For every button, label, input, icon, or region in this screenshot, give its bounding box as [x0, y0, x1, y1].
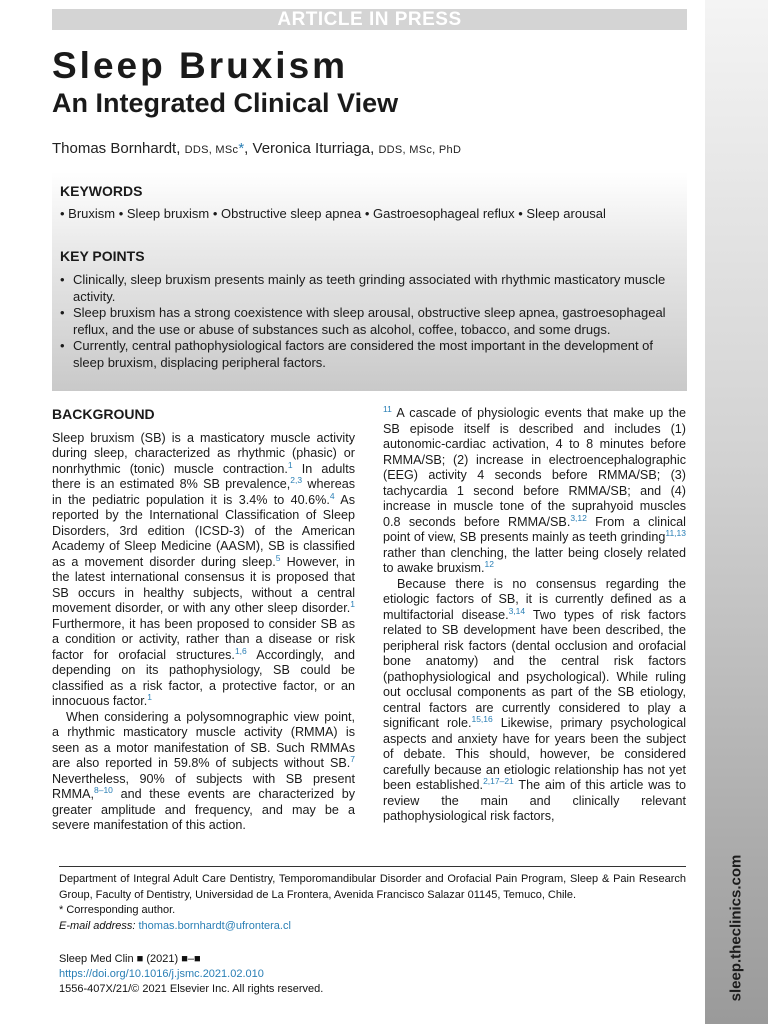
key-point-item: • Currently, central pathophysiological factors are considered the most important in the development of sleep bruxism, displacing peripheral factors. [60, 338, 672, 371]
body-paragraph: Because there is no consensus regarding the etiologic factors of SB, it is currently defined as a multifactorial disease.$^{3,14}$ Two types of risk factors related to SB development have been described, the peripheral risk factors (dental occlusion and orofacial bone anatomy) and the central risk factors (pathophysiological and psychological). While ruling out occlusal components as part of the SB etiology, central factors are currently considered to play a significant role.$^{15,16}$ Likewise, primary psychological aspects and anxiety have for years been the subject of debate. This should, however, be considered carefully because an etiologic relationship has not yet been established.$^{2,17-21}$ The aim of this article was to review the main and clinically relevant pathophysiological risk factors, [383, 576, 687, 823]
article-in-press-banner: ARTICLE IN PRESS [52, 9, 687, 30]
author-credentials: DDS, MSc, PhD [378, 144, 462, 156]
author-credentials: DDS, MSc [184, 144, 239, 156]
email-line [59, 919, 686, 935]
affiliation-text: Department of Integral Adult Care Dentistry, Temporomandibular Disorder and Orofacial Pain Program, Sleep & Pain Research Group, Faculty of Dentistry, Universidad de La Frontera, Avenida Francisco Salazar 01145, Temuco, Chile. [59, 873, 686, 901]
body-column-right [383, 406, 686, 825]
reference-link[interactable]: 8–10 [93, 785, 113, 795]
reference-link[interactable]: 1 [147, 692, 152, 702]
footnote-block [59, 872, 686, 934]
reference-link[interactable]: 3,14 [508, 605, 526, 616]
journal-website-label[interactable]: sleep.theclinics.com [727, 854, 745, 1002]
body-paragraph: Sleep bruxism (SB) is a masticatory muscle activity during sleep, characterized as rhythmic (phasic) or nonrhythmic (tonic) muscle contraction.$^1$ In adults there is an estimated 8% SB prevalence,$^{2,3}$ whereas in the pediatric population it is 3.4% to 40.6%.$^4$ As reported by the International Classification of Sleep Disorders, 3rd edition (ICSD-3) of the American Academy of Sleep Medicine (AASM), SB is classified as a movement disorder during sleep.$^5$ However, in the latest international consensus it is proposed that SB occurs in healthy subjects, without a central movement disorder, or with any other sleep disorder.$^1$ Furthermore, it has been proposed to consider SB as a condition or activity, rather than a disease or risk factor for orofacial structures.$^{1,6}$ Accordingly, and depending on its pathophysiology, SB could be classified as a risk factor, a protective factor, or an innocuous factor.$^1$ [52, 430, 356, 708]
reference-link[interactable]: 3,12 [570, 512, 587, 523]
reference-link[interactable]: 1 [287, 459, 293, 470]
reference-link[interactable]: 1 [350, 599, 355, 609]
reference-link[interactable]: 4 [329, 490, 335, 501]
reference-link[interactable]: 1,6 [234, 645, 247, 656]
reference-link[interactable]: 15,16 [471, 714, 493, 724]
corresponding-author-mark[interactable]: * [238, 140, 245, 157]
reference-link[interactable]: 2,17–21 [483, 776, 514, 786]
copyright-line: 1556-407X/21/© 2021 Elsevier Inc. All rights reserved. [59, 983, 324, 995]
key-point-item: • Clinically, sleep bruxism presents mainly as teeth grinding associated with rhythmic masticatory muscle activity. [60, 272, 672, 305]
keywords-heading: KEYWORDS [60, 183, 143, 199]
article-subtitle: An Integrated Clinical View [52, 88, 399, 118]
reference-link[interactable]: 12 [484, 559, 494, 569]
key-points-heading: KEY POINTS [60, 248, 145, 264]
reference-link[interactable]: 7 [350, 754, 355, 764]
key-point-item: • Sleep bruxism has a strong coexistence with sleep arousal, obstructive sleep apnea, gastroesophageal reflux, and the use or abuse of substances such as alcohol, coffee, tobacco, and some drugs. [60, 305, 672, 338]
corresponding-author-note: * Corresponding author. [59, 904, 176, 916]
keywords-list: • Bruxism • Sleep bruxism • Obstructive sleep apnea • Gastroesophageal reflux • Sleep arousal [60, 206, 606, 221]
author-separator: , [244, 140, 249, 157]
body-paragraph: When considering a polysomnographic view point, a rhythmic masticatory muscle activity (RMMA) is seen as a motor manifestation of SB. Such RMMAs are also reported in 59.8% of subjects without SB.$^7$ Nevertheless, 90% of subjects with SB present RMMA,$^{8-10}$ and these events are characterized by greater amplitude and frequency, and may be a severe manifestation of this action. [52, 709, 355, 832]
background-heading: BACKGROUND [52, 406, 155, 422]
reference-link[interactable]: 5 [275, 552, 281, 563]
email-label: E-mail address: [59, 919, 136, 932]
email-link[interactable]: thomas.bornhardt@ufrontera.cl [138, 919, 291, 932]
doi-link[interactable]: https://doi.org/10.1016/j.jsmc.2021.02.010 [59, 968, 264, 980]
key-points-list [60, 272, 672, 371]
article-title: Sleep Bruxism [52, 45, 349, 86]
footnote-divider [59, 866, 686, 867]
journal-citation: Sleep Med Clin ■ (2021) ■–■ [59, 953, 201, 965]
citation-block [59, 952, 323, 997]
body-column-left [52, 406, 355, 834]
author-name: Thomas Bornhardt, [52, 140, 181, 157]
reference-link[interactable]: 11,13 [665, 528, 686, 538]
reference-link[interactable]: 2,3 [290, 475, 303, 485]
reference-link[interactable]: 11 [383, 404, 392, 414]
body-paragraph-continued: $^{11}$ A cascade of physiologic events that make up the SB episode itself is described and includes (1) autonomic-cardiac activation, 4 to 8 minutes before RMMA/SB; (2) increase in electroencephalographic (EEG) activity 4 seconds before RMMA/SB; (3) tachycardia 1 second before RMMA/SB; and (4) increase in muscle tone of the suprahyoid muscles 0.8 seconds before RMMA/SB.$^{3,12}$ From a clinical point of view, SB presents mainly as teeth grinding$^{11,13}$ rather than clenching, the latter being closely related to awake bruxism.$^{12}$ [383, 404, 686, 575]
author-name: Veronica Iturriaga, [252, 140, 375, 157]
author-line [52, 140, 461, 157]
